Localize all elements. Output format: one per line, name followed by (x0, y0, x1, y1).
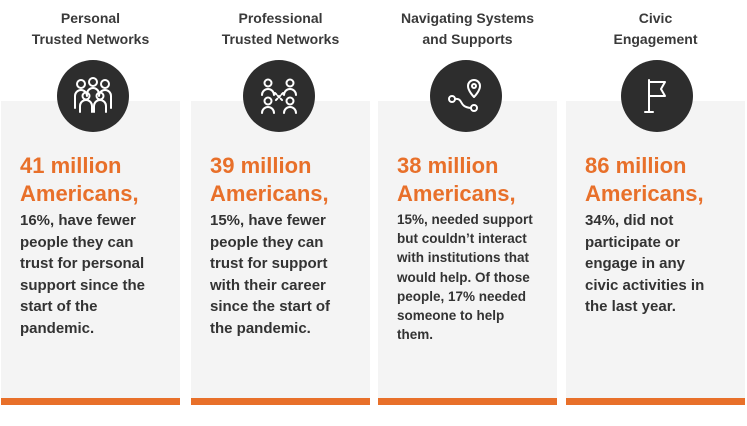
network-people-icon (243, 60, 315, 132)
stat-line: 38 million (397, 153, 499, 178)
desc-line: start of the (20, 298, 98, 315)
stat-figure (585, 152, 704, 208)
stat-line: Americans, (20, 181, 139, 206)
accent-bar (378, 398, 557, 405)
column-title-line: Trusted Networks (221, 31, 340, 47)
stat-description (20, 210, 145, 339)
desc-line: 34%, did not (585, 212, 674, 229)
stat-figure (397, 152, 516, 208)
desc-line: since the start of (210, 298, 331, 315)
stat-description (585, 210, 704, 318)
column-title (191, 8, 370, 50)
column-title-line: Trusted Networks (31, 31, 150, 47)
desc-line: trust for support (210, 255, 328, 272)
desc-line: people, 17% needed (397, 288, 527, 304)
desc-line: would help. Of those (397, 269, 530, 285)
desc-line: but couldn’t interact (397, 231, 527, 247)
map-route-icon (430, 60, 502, 132)
desc-line: support since the (20, 276, 146, 294)
desc-line: 16%, have fewer (20, 212, 136, 229)
accent-bar (1, 398, 180, 405)
column-title-line: and Supports (422, 31, 513, 47)
column-personal-trusted-networks (1, 0, 180, 426)
accent-bar (566, 398, 745, 405)
desc-line: engage in any (585, 255, 686, 272)
desc-line: with their career (210, 276, 326, 294)
column-navigating-systems (378, 0, 557, 426)
desc-line: the last year. (585, 298, 676, 315)
flag-icon (621, 60, 693, 132)
stat-line: Americans, (585, 181, 704, 206)
column-title (566, 8, 745, 50)
desc-line: trust for personal (20, 255, 145, 272)
stat-line: Americans, (397, 181, 516, 206)
stat-description (210, 210, 330, 339)
accent-bar (191, 398, 370, 405)
column-professional-trusted-networks (191, 0, 370, 426)
desc-line: pandemic. (20, 319, 95, 337)
desc-line: 15%, needed support (397, 212, 533, 227)
column-title-line: Professional (238, 10, 323, 26)
desc-line: civic activities in (585, 276, 705, 294)
desc-line: 15%, have fewer (210, 212, 326, 229)
column-title-line: Civic (638, 10, 673, 26)
stat-figure (20, 152, 139, 208)
stat-description (397, 210, 533, 344)
desc-line: people they can (20, 233, 134, 251)
desc-line: someone to help (397, 308, 505, 324)
people-group-icon (57, 60, 129, 132)
desc-line: participate or (585, 233, 681, 251)
column-title-line: Navigating Systems (400, 10, 535, 26)
desc-line: the pandemic. (210, 319, 311, 337)
desc-line: people they can (210, 233, 324, 251)
stat-line: 86 million (585, 153, 687, 178)
stat-line: 39 million (210, 153, 312, 178)
desc-line: them. (397, 327, 434, 343)
column-title (1, 8, 180, 50)
column-title-line: Personal (60, 10, 121, 26)
stat-line: Americans, (210, 181, 329, 206)
column-title-line: Engagement (613, 31, 698, 47)
stat-line: 41 million (20, 153, 122, 178)
column-civic-engagement (566, 0, 745, 426)
stat-figure (210, 152, 329, 208)
column-title (378, 8, 557, 50)
desc-line: with institutions that (397, 250, 529, 266)
